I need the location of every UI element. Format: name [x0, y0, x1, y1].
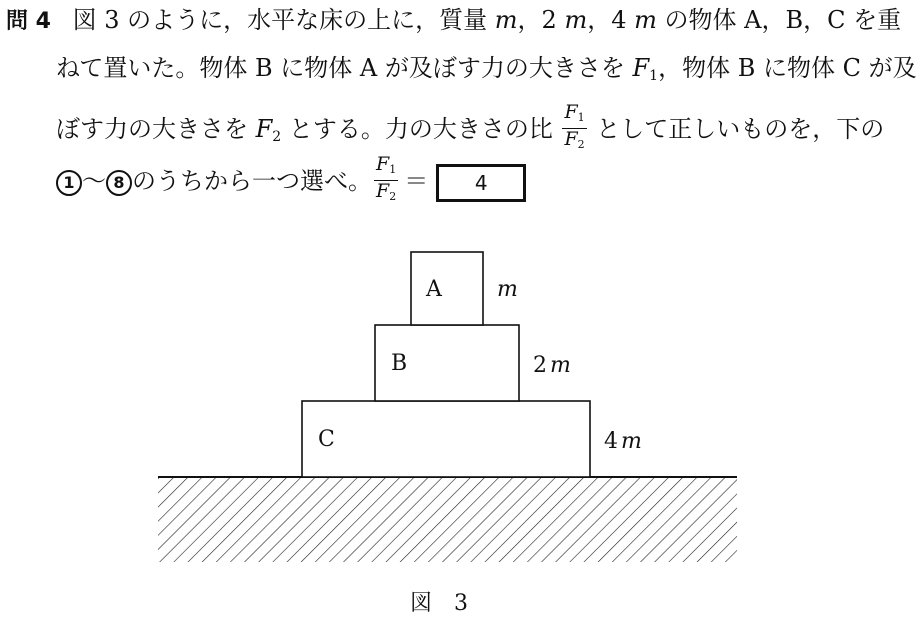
question-text: ，物体 B に物体 C が及	[658, 54, 917, 82]
question-text: ，2	[517, 6, 565, 34]
question-number: 問 4	[6, 9, 51, 34]
question-text: 図 3 のように，水平な床の上に，質量	[72, 6, 495, 34]
question-text: のうちから一つ選べ。	[132, 167, 372, 195]
floor-hatch	[158, 477, 737, 562]
answer-box[interactable]: 4	[436, 164, 526, 202]
choice-last-circle: 8	[106, 170, 132, 196]
mass-c-coef: 4	[604, 429, 618, 454]
force-subscript: 1	[649, 68, 659, 84]
force-symbol: F	[632, 54, 650, 82]
question-text: ，4	[587, 6, 635, 34]
equals-sign: ＝	[404, 167, 429, 195]
question-text: として正しいものを，下の	[588, 115, 885, 143]
mass-c-unit: m	[621, 429, 642, 454]
mass-a-label: m	[497, 277, 518, 302]
mass-symbol: m	[564, 6, 588, 34]
question-text: の物体 A，B，C を重	[656, 6, 902, 34]
question-text: ねて置いた。物体 B に物体 A が及ぼす力の大きさを	[56, 54, 633, 82]
question-text: ぼす力の大きさを	[56, 115, 256, 143]
figure-caption: 図3	[410, 591, 490, 616]
force-ratio-fraction: $\frac{F_1}{F_2}$	[564, 101, 585, 151]
mass-symbol: m	[494, 6, 518, 34]
mass-symbol: m	[634, 6, 657, 34]
choice-first-circle: 1	[56, 170, 82, 196]
mass-b-coef: 2	[533, 353, 547, 378]
block-b-label: B	[391, 351, 408, 376]
block-a-label: A	[426, 277, 442, 302]
force-symbol: F	[255, 115, 273, 143]
tilde: ～	[82, 167, 106, 195]
question-text: とする。力の大きさの比	[281, 115, 561, 143]
block-c	[302, 401, 590, 477]
force-subscript: 2	[272, 129, 282, 145]
block-c-label: C	[318, 427, 335, 452]
block-a	[411, 252, 483, 325]
mass-b-unit: m	[550, 353, 571, 378]
answer-ratio-fraction: $\frac{F_1}{F_2}$	[376, 153, 397, 203]
